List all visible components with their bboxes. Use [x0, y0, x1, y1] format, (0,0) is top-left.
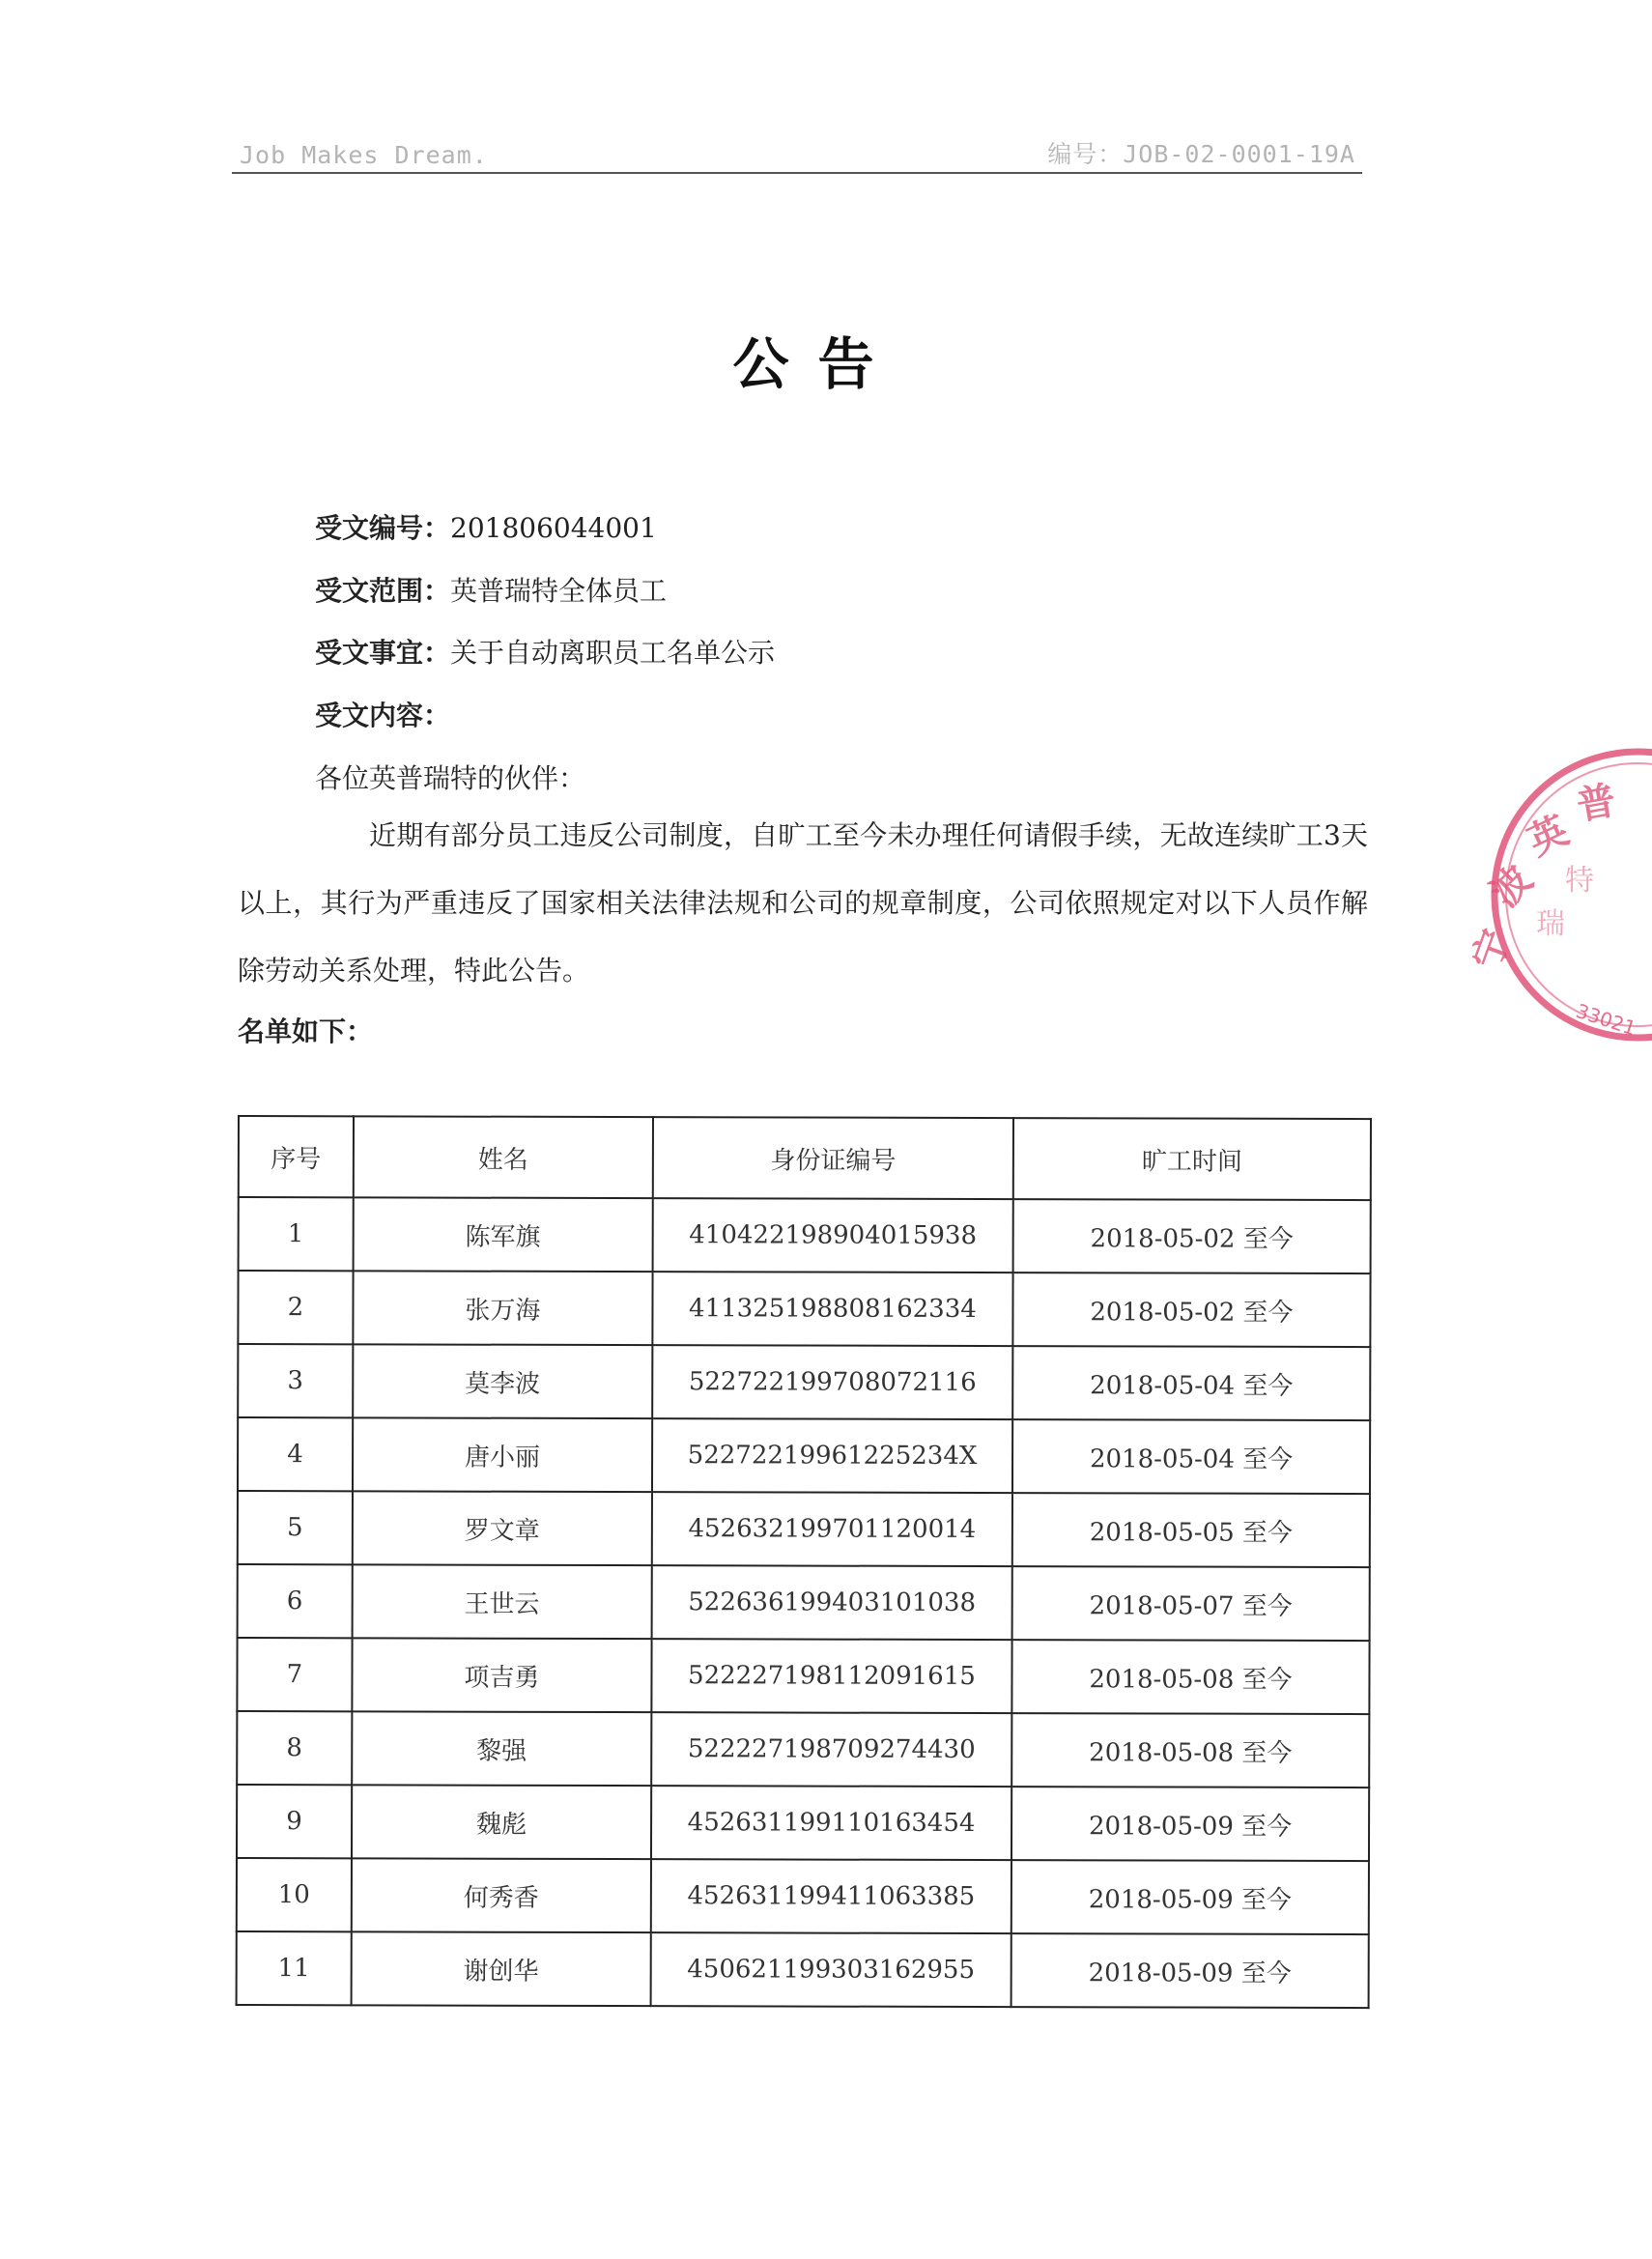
field-label: 受文事宜：: [315, 637, 451, 669]
svg-text:波: 波: [1482, 857, 1542, 917]
field-value: 201806044001: [450, 512, 657, 544]
cell-absence-date: 2018-05-02 至今: [1013, 1199, 1371, 1273]
cell-index: 4: [238, 1417, 353, 1491]
cell-index: 9: [237, 1785, 352, 1858]
dismissed-employee-table: [236, 1115, 1372, 2009]
table-row: [237, 1931, 1369, 2008]
cell-absence-date: 2018-05-05 至今: [1012, 1493, 1370, 1567]
company-seal-image: [1459, 730, 1652, 1059]
greeting: 各位英普瑞特的伙伴：: [315, 762, 586, 794]
list-label: 名单如下：: [238, 1015, 374, 1047]
cell-index: 2: [238, 1271, 353, 1344]
cell-name: 黎强: [352, 1711, 651, 1786]
field-content: [315, 695, 450, 733]
cell-name: 谢创华: [351, 1931, 650, 2006]
table-row: [238, 1564, 1370, 1641]
table-row: [237, 1638, 1369, 1714]
svg-text:特: 特: [1565, 864, 1594, 898]
cell-id-number: 522722199708072116: [652, 1345, 1012, 1419]
field-label: 受文范围：: [315, 575, 451, 607]
field-subject: [315, 632, 775, 671]
cell-id-number: 452631199110163454: [651, 1786, 1011, 1860]
cell-index: 6: [238, 1564, 353, 1638]
page-title: 公告: [732, 331, 903, 397]
cell-name: 罗文章: [353, 1491, 652, 1565]
column-header: 姓名: [354, 1116, 653, 1198]
svg-text:宁: 宁: [1465, 924, 1521, 976]
cell-absence-date: 2018-05-08 至今: [1011, 1640, 1369, 1714]
cell-id-number: 450621199303162955: [651, 1932, 1011, 2007]
cell-id-number: 452632199701120014: [652, 1492, 1012, 1566]
table-header-row: [239, 1116, 1371, 1200]
field-document-number: [315, 507, 657, 546]
field-scope: [315, 570, 667, 609]
cell-index: 11: [237, 1931, 352, 2005]
svg-text:普: 普: [1573, 778, 1620, 829]
cell-id-number: 52272219961225234X: [652, 1418, 1012, 1493]
header-divider: [232, 172, 1362, 174]
cell-absence-date: 2018-05-04 至今: [1012, 1419, 1370, 1494]
cell-name: 何秀香: [352, 1858, 651, 1932]
svg-text:33021: 33021: [1573, 998, 1639, 1041]
cell-index: 8: [237, 1711, 352, 1785]
cell-index: 7: [237, 1638, 352, 1711]
cell-absence-date: 2018-05-09 至今: [1011, 1787, 1369, 1861]
cell-name: 张万海: [353, 1271, 652, 1345]
cell-absence-date: 2018-05-09 至今: [1011, 1860, 1369, 1934]
cell-id-number: 410422198904015938: [653, 1198, 1013, 1272]
header-slogan: Job Makes Dream.: [240, 141, 488, 169]
cell-index: 10: [237, 1858, 352, 1931]
document-code: 编号：JOB-02-0001-19A: [1047, 140, 1355, 168]
cell-absence-date: 2018-05-09 至今: [1011, 1933, 1369, 2008]
cell-id-number: 411325198808162334: [652, 1272, 1012, 1346]
field-value: 英普瑞特全体员工: [450, 575, 668, 607]
field-value: 关于自动离职员工名单公示: [450, 637, 776, 669]
table-row: [238, 1491, 1370, 1567]
cell-name: 项吉勇: [352, 1638, 651, 1712]
table-row: [238, 1271, 1370, 1347]
cell-id-number: 522636199403101038: [652, 1565, 1012, 1640]
cell-id-number: 522227198709274430: [651, 1712, 1011, 1787]
cell-index: 1: [239, 1197, 354, 1271]
body-paragraph: 近期有部分员工违反公司制度，自旷工至今未办理任何请假手续，无故连续旷工3天以上，其行为严重违反了国家相关法律法规和公司的规章制度，公司依照规定对以下人员作解除劳动关系处理，特此公告。: [238, 819, 1368, 987]
cell-index: 3: [238, 1344, 353, 1417]
cell-id-number: 452631199411063385: [651, 1859, 1011, 1933]
cell-absence-date: 2018-05-02 至今: [1012, 1272, 1370, 1347]
cell-name: 唐小丽: [353, 1417, 652, 1492]
cell-absence-date: 2018-05-08 至今: [1011, 1713, 1369, 1787]
cell-absence-date: 2018-05-07 至今: [1012, 1566, 1370, 1641]
cell-name: 王世云: [352, 1564, 651, 1639]
table-row: [237, 1711, 1369, 1787]
cell-name: 莫李波: [353, 1344, 652, 1418]
field-label: 受文编号：: [315, 512, 451, 544]
svg-text:瑞: 瑞: [1536, 907, 1565, 941]
cell-id-number: 522227198112091615: [651, 1639, 1011, 1713]
table-row: [237, 1858, 1369, 1934]
cell-name: 陈军旗: [353, 1197, 652, 1272]
svg-text:英: 英: [1521, 808, 1576, 866]
column-header: 序号: [239, 1116, 354, 1197]
cell-name: 魏彪: [352, 1785, 651, 1859]
cell-absence-date: 2018-05-04 至今: [1012, 1346, 1370, 1420]
column-header: 身份证编号: [653, 1117, 1013, 1199]
cell-index: 5: [238, 1491, 353, 1564]
table-row: [237, 1785, 1369, 1861]
table-row: [238, 1417, 1370, 1494]
column-header: 旷工时间: [1013, 1118, 1371, 1200]
table-row: [239, 1197, 1371, 1273]
field-label: 受文内容：: [315, 700, 451, 731]
table-row: [238, 1344, 1370, 1420]
